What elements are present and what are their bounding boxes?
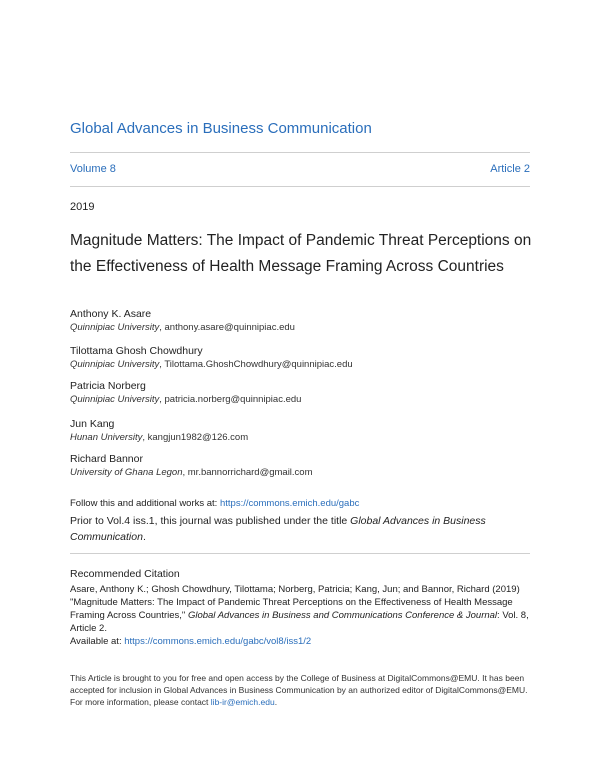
author-affiliation: Quinnipiac University, patricia.norberg@quinnipiac.edu (70, 394, 302, 405)
author-affiliation: Quinnipiac University, anthony.asare@quinnipiac.edu (70, 322, 295, 333)
volume-link[interactable]: Volume 8 (70, 163, 116, 175)
affiliation-name: Quinnipiac University (70, 394, 160, 405)
recommended-citation (70, 583, 535, 648)
affiliation-name: Quinnipiac University (70, 322, 160, 333)
article-number-link[interactable]: Article 2 (490, 163, 530, 175)
access-text: This Article is brought to you for free and open access by the College of Business at DigitalCommons@EMU. It has been accepted for inclusion in Global Advances in Business Communication by an authorized editor of DigitalCommons@EMU. For more information, please contact (70, 673, 528, 707)
citation-source: Global Advances in Business and Communications Conference & Journal (187, 610, 498, 621)
author-name: Patricia Norberg (70, 380, 146, 392)
author-affiliation: Quinnipiac University, Tilottama.GhoshChowdhury@quinnipiac.edu (70, 359, 353, 370)
author-name: Anthony K. Asare (70, 308, 152, 320)
follow-text: Follow this and additional works at: (70, 498, 220, 509)
author-name: Tilottama Ghosh Chowdhury (70, 345, 203, 357)
author-affiliation: Hunan University, kangjun1982@126.com (70, 432, 249, 443)
affiliation-name: Hunan University (70, 432, 143, 443)
author-block (70, 344, 353, 371)
author-email: mr.bannorrichard@gmail.com (187, 467, 313, 478)
prior-text: Prior to Vol.4 iss.1, this journal was published under the title (70, 515, 351, 527)
citation-divider (70, 553, 530, 554)
author-name: Richard Bannor (70, 453, 143, 465)
follow-line (70, 498, 359, 509)
author-block (70, 417, 248, 444)
affiliation-name: University of Ghana Legon (70, 467, 183, 478)
prior-journal-title: Global Advances in Business Communication (70, 515, 486, 543)
collection-link[interactable]: https://commons.emich.edu/gabc (219, 498, 360, 509)
citation-heading: Recommended Citation (70, 568, 180, 580)
available-label: Available at: (70, 636, 125, 647)
author-email: anthony.asare@quinnipiac.edu (164, 322, 295, 333)
access-end: . (274, 697, 278, 707)
contact-email-link[interactable]: lib-ir@emich.edu (210, 697, 275, 707)
author-block (70, 379, 301, 406)
author-email: kangjun1982@126.com (147, 432, 249, 443)
prior-title-note (70, 513, 540, 545)
author-email: Tilottama.GhoshChowdhury@quinnipiac.edu (164, 359, 353, 370)
author-block (70, 307, 295, 334)
volume-divider (70, 186, 530, 187)
access-statement (70, 672, 535, 708)
prior-end: . (142, 531, 146, 543)
citation-title: "Magnitude Matters: The Impact of Pandemic Threat Perceptions on the Effectiveness of Health Message Framing Across Countries," (70, 597, 513, 621)
affiliation-name: Quinnipiac University (70, 359, 160, 370)
author-name: Jun Kang (70, 418, 115, 430)
author-email: patricia.norberg@quinnipiac.edu (164, 394, 302, 405)
publication-year: 2019 (70, 201, 95, 213)
article-link[interactable]: https://commons.emich.edu/gabc/vol8/iss1/2 (124, 636, 312, 647)
author-block (70, 452, 313, 479)
citation-authors: Asare, Anthony K.; Ghosh Chowdhury, Tilottama; Norberg, Patricia; Kang, Jun; and Bannor, Richard (2019) (70, 584, 520, 595)
citation-volume: : Vol. 8, Article 2. (70, 610, 529, 634)
top-divider (70, 152, 530, 153)
author-affiliation: University of Ghana Legon, mr.bannorrichard@gmail.com (70, 467, 313, 478)
journal-title-link[interactable]: Global Advances in Business Communication (70, 120, 372, 137)
article-title: Magnitude Matters: The Impact of Pandemic Threat Perceptions on the Effectiveness of Health Message Framing Across Countries (70, 232, 532, 275)
